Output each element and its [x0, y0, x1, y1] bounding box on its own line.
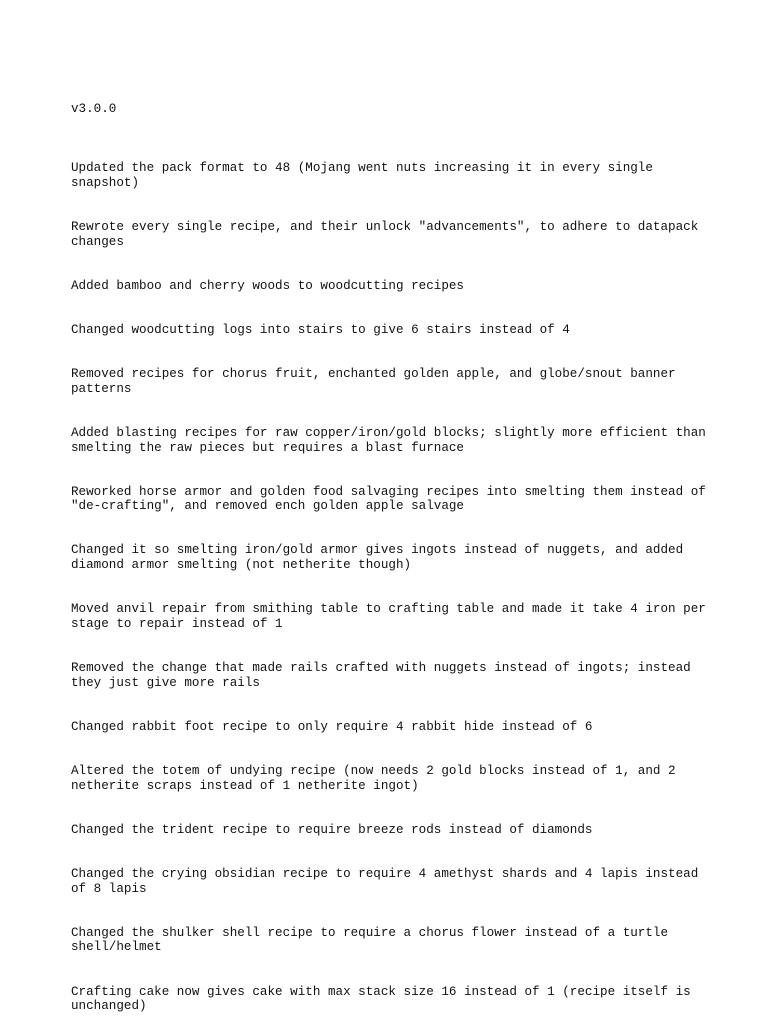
changelog-line: Changed it so smelting iron/gold armor gives ingots instead of nuggets, and added diamond armor smelting (not netherite though): [71, 543, 691, 573]
changelog-line: Changed woodcutting logs into stairs to give 6 stairs instead of 4: [71, 322, 570, 337]
changelog-line: Changed the shulker shell recipe to require a chorus flower instead of a turtle shell/helmet: [71, 925, 676, 955]
version-heading: v3.0.0: [71, 102, 117, 117]
changelog-line: Changed the trident recipe to require breeze rods instead of diamonds: [71, 822, 593, 837]
changelog-line: Moved anvil repair from smithing table to crafting table and made it take 4 iron per stage to repair instead of 1: [71, 602, 714, 631]
changelog-line: Removed the change that made rails crafted with nuggets instead of ingots; instead they just give more rails: [71, 661, 699, 690]
changelog-line: Added blasting recipes for raw copper/iron/gold blocks; slightly more efficient than smelting the raw pieces but requires a blast furnace: [71, 425, 714, 455]
changelog-line: Added bamboo and cherry woods to woodcutting recipes: [71, 278, 464, 293]
changelog-line: Crafting cake now gives cake with max stack size 16 instead of 1 (recipe itself is unchanged): [71, 984, 699, 1014]
changelog-line: Updated the pack format to 48 (Mojang went nuts increasing it in every single snapshot): [71, 161, 661, 190]
changelog-line: Changed the crying obsidian recipe to require 4 amethyst shards and 4 lapis instead of 8 lapis: [71, 866, 706, 896]
document-body: [71, 73, 714, 1029]
changelog-line: Altered the totem of undying recipe (now needs 2 gold blocks instead of 1, and 2 netherite scraps instead of 1 netherite ingot): [71, 764, 684, 793]
changelog-line: Rewrote every single recipe, and their unlock "advancements", to adhere to datapack changes: [71, 220, 706, 249]
changelog-line: Changed rabbit foot recipe to only require 4 rabbit hide instead of 6: [71, 719, 593, 734]
changelog-line: Removed recipes for chorus fruit, enchanted golden apple, and globe/snout banner patterns: [71, 367, 684, 396]
changelog-line: Reworked horse armor and golden food salvaging recipes into smelting them instead of "de-crafting", and removed ench golden apple salvage: [71, 484, 714, 514]
